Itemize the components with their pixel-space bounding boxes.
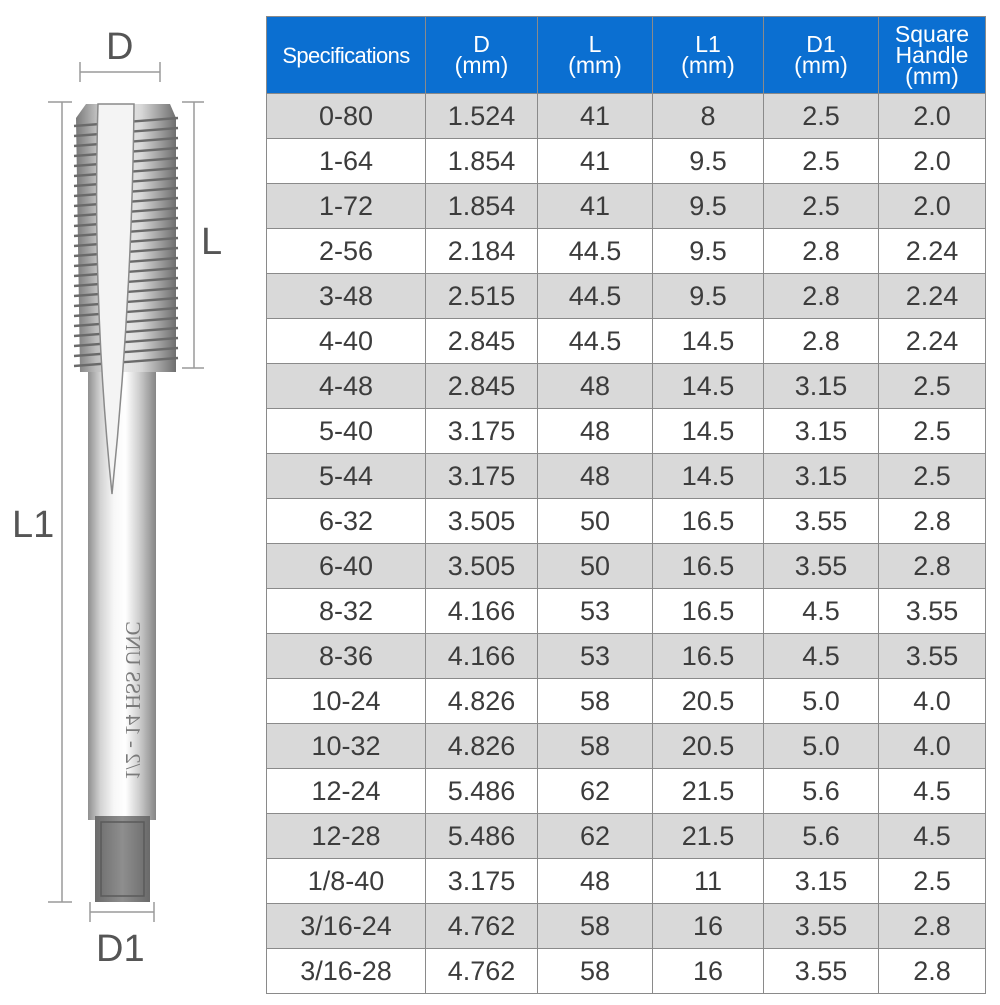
cell-l1: 14.5 [653, 454, 764, 499]
cell-square-handle: 2.0 [879, 139, 986, 184]
cell-d: 5.486 [426, 769, 538, 814]
cell-d: 2.845 [426, 319, 538, 364]
cell-l: 50 [538, 544, 653, 589]
cell-d: 3.175 [426, 409, 538, 454]
cell-l1: 11 [653, 859, 764, 904]
cell-d1: 5.6 [764, 814, 879, 859]
dimension-label-d1: D1 [96, 928, 145, 970]
cell-d1: 5.6 [764, 769, 879, 814]
cell-l: 53 [538, 589, 653, 634]
cell-d: 2.515 [426, 274, 538, 319]
cell-spec: 3-48 [267, 274, 426, 319]
cell-l: 62 [538, 814, 653, 859]
cell-square-handle: 2.5 [879, 859, 986, 904]
cell-square-handle: 4.5 [879, 769, 986, 814]
cell-l1: 16.5 [653, 589, 764, 634]
cell-l1: 14.5 [653, 409, 764, 454]
cell-l: 58 [538, 904, 653, 949]
cell-l1: 9.5 [653, 139, 764, 184]
cell-l: 62 [538, 769, 653, 814]
table-row [267, 589, 986, 634]
table-body [267, 94, 986, 994]
cell-spec: 3/16-28 [267, 949, 426, 994]
cell-l: 48 [538, 859, 653, 904]
cell-d1: 3.15 [764, 409, 879, 454]
cell-spec: 1/8-40 [267, 859, 426, 904]
cell-l1: 20.5 [653, 724, 764, 769]
cell-d1: 2.5 [764, 94, 879, 139]
cell-square-handle: 4.5 [879, 814, 986, 859]
cell-square-handle: 2.5 [879, 454, 986, 499]
header-d: D (mm) [426, 17, 538, 94]
cell-l1: 21.5 [653, 814, 764, 859]
cell-spec: 3/16-24 [267, 904, 426, 949]
cell-square-handle: 4.0 [879, 724, 986, 769]
cell-d: 3.175 [426, 859, 538, 904]
cell-l: 44.5 [538, 319, 653, 364]
table-row [267, 184, 986, 229]
cell-l1: 20.5 [653, 679, 764, 724]
header-l1: L1 (mm) [653, 17, 764, 94]
cell-l1: 16.5 [653, 544, 764, 589]
tap-square-end [95, 816, 150, 902]
cell-spec: 2-56 [267, 229, 426, 274]
cell-spec: 6-32 [267, 499, 426, 544]
cell-d1: 3.55 [764, 544, 879, 589]
cell-d1: 2.8 [764, 274, 879, 319]
table-row [267, 544, 986, 589]
cell-d1: 2.5 [764, 184, 879, 229]
table-row [267, 904, 986, 949]
cell-d: 2.184 [426, 229, 538, 274]
cell-square-handle: 3.55 [879, 589, 986, 634]
table-row [267, 454, 986, 499]
cell-d1: 4.5 [764, 589, 879, 634]
header-d1: D1 (mm) [764, 17, 879, 94]
cell-spec: 10-24 [267, 679, 426, 724]
table-row [267, 274, 986, 319]
cell-l: 41 [538, 94, 653, 139]
cell-d1: 5.0 [764, 679, 879, 724]
cell-square-handle: 2.8 [879, 949, 986, 994]
table-row [267, 634, 986, 679]
cell-square-handle: 2.0 [879, 184, 986, 229]
table-row [267, 319, 986, 364]
table-row [267, 94, 986, 139]
cell-l: 50 [538, 499, 653, 544]
cell-spec: 12-24 [267, 769, 426, 814]
cell-l1: 8 [653, 94, 764, 139]
cell-l: 58 [538, 949, 653, 994]
shank-engraving: 1/2 - 14 HSS UNC [121, 621, 145, 780]
cell-d1: 3.55 [764, 904, 879, 949]
cell-l: 53 [538, 634, 653, 679]
cell-spec: 12-28 [267, 814, 426, 859]
cell-l: 44.5 [538, 229, 653, 274]
cell-spec: 5-44 [267, 454, 426, 499]
cell-spec: 8-36 [267, 634, 426, 679]
cell-spec: 0-80 [267, 94, 426, 139]
specifications-table [266, 16, 986, 994]
cell-d: 4.762 [426, 949, 538, 994]
cell-d: 2.845 [426, 364, 538, 409]
cell-d1: 4.5 [764, 634, 879, 679]
table-row [267, 724, 986, 769]
cell-l1: 9.5 [653, 229, 764, 274]
cell-l1: 16 [653, 904, 764, 949]
table-row [267, 499, 986, 544]
cell-spec: 8-32 [267, 589, 426, 634]
cell-d: 1.854 [426, 139, 538, 184]
tap-illustration [0, 0, 260, 1000]
table-row [267, 769, 986, 814]
cell-l: 41 [538, 139, 653, 184]
cell-l1: 9.5 [653, 184, 764, 229]
cell-square-handle: 4.0 [879, 679, 986, 724]
cell-square-handle: 2.24 [879, 229, 986, 274]
cell-d1: 3.15 [764, 859, 879, 904]
cell-l1: 16.5 [653, 634, 764, 679]
header-specifications: Specifications [267, 17, 426, 94]
cell-square-handle: 2.0 [879, 94, 986, 139]
cell-spec: 6-40 [267, 544, 426, 589]
cell-d: 4.826 [426, 724, 538, 769]
cell-l1: 14.5 [653, 364, 764, 409]
header-square-handle: Square Handle (mm) [879, 17, 986, 94]
cell-d: 4.826 [426, 679, 538, 724]
cell-spec: 1-64 [267, 139, 426, 184]
cell-square-handle: 2.5 [879, 409, 986, 454]
cell-l1: 16.5 [653, 499, 764, 544]
cell-square-handle: 2.24 [879, 319, 986, 364]
cell-spec: 1-72 [267, 184, 426, 229]
dimension-label-l1: L1 [12, 504, 55, 546]
cell-square-handle: 2.5 [879, 364, 986, 409]
cell-spec: 10-32 [267, 724, 426, 769]
cell-l: 58 [538, 724, 653, 769]
cell-spec: 4-48 [267, 364, 426, 409]
table-row [267, 679, 986, 724]
cell-l1: 9.5 [653, 274, 764, 319]
dimension-label-d: D [106, 26, 134, 68]
header-l: L (mm) [538, 17, 653, 94]
cell-square-handle: 2.8 [879, 499, 986, 544]
cell-d: 4.166 [426, 634, 538, 679]
cell-l: 48 [538, 409, 653, 454]
cell-l: 48 [538, 364, 653, 409]
cell-spec: 4-40 [267, 319, 426, 364]
cell-square-handle: 3.55 [879, 634, 986, 679]
tap-dimension-diagram [0, 0, 260, 1000]
table-row [267, 364, 986, 409]
cell-d: 3.505 [426, 544, 538, 589]
cell-l1: 14.5 [653, 319, 764, 364]
table-row [267, 229, 986, 274]
table-row [267, 949, 986, 994]
cell-square-handle: 2.8 [879, 904, 986, 949]
cell-d1: 5.0 [764, 724, 879, 769]
table-header-row [267, 17, 986, 94]
cell-l: 58 [538, 679, 653, 724]
cell-d1: 3.15 [764, 454, 879, 499]
cell-d1: 2.8 [764, 229, 879, 274]
cell-spec: 5-40 [267, 409, 426, 454]
table-row [267, 139, 986, 184]
cell-d1: 2.5 [764, 139, 879, 184]
cell-d1: 2.8 [764, 319, 879, 364]
cell-d1: 3.15 [764, 364, 879, 409]
cell-d: 1.854 [426, 184, 538, 229]
cell-l1: 16 [653, 949, 764, 994]
cell-d: 4.762 [426, 904, 538, 949]
table-row [267, 409, 986, 454]
cell-d: 3.505 [426, 499, 538, 544]
cell-l: 44.5 [538, 274, 653, 319]
cell-d: 1.524 [426, 94, 538, 139]
table-row [267, 859, 986, 904]
table-row [267, 814, 986, 859]
cell-d: 4.166 [426, 589, 538, 634]
cell-d1: 3.55 [764, 949, 879, 994]
cell-square-handle: 2.8 [879, 544, 986, 589]
cell-d: 5.486 [426, 814, 538, 859]
cell-square-handle: 2.24 [879, 274, 986, 319]
cell-d: 3.175 [426, 454, 538, 499]
cell-l: 41 [538, 184, 653, 229]
cell-d1: 3.55 [764, 499, 879, 544]
cell-l: 48 [538, 454, 653, 499]
cell-l1: 21.5 [653, 769, 764, 814]
dimension-label-l: L [201, 221, 223, 263]
